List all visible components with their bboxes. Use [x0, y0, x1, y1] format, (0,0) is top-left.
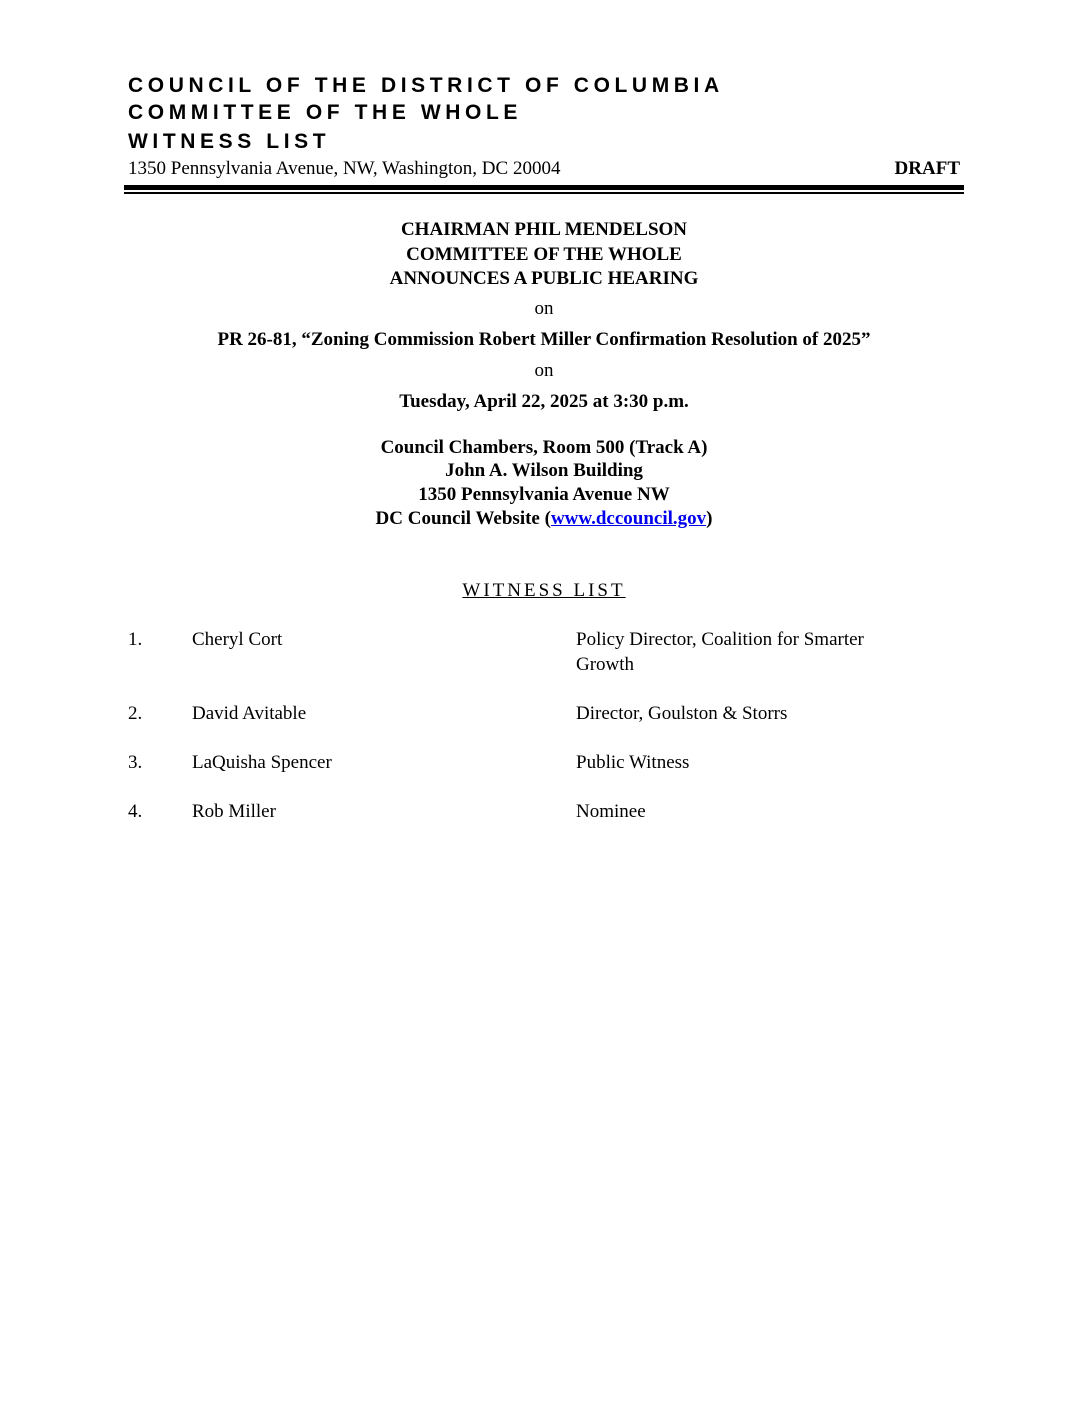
org-title-witness-list: WITNESS LIST: [128, 130, 331, 153]
header-rule-thin: [124, 192, 964, 194]
witness-title: Policy Director, Coalition for Smarter Growth: [576, 629, 864, 675]
announcement-committee: COMMITTEE OF THE WHOLE: [406, 244, 682, 265]
org-title-council: COUNCIL OF THE DISTRICT OF COLUMBIA: [128, 74, 724, 97]
announcement-chairman: CHAIRMAN PHIL MENDELSON: [400, 219, 688, 240]
hearing-datetime: Tuesday, April 22, 2025 at 3:30 p.m.: [399, 391, 689, 412]
measure-title: PR 26-81, “Zoning Commission Robert Miller Confirmation Resolution of 2025”: [217, 329, 871, 350]
witness-name: LaQuisha Spencer: [192, 752, 332, 773]
witness-number: 2.: [128, 703, 143, 724]
website-suffix: ): [706, 508, 713, 529]
witness-number: 4.: [128, 801, 143, 822]
witness-list-heading: [0, 579, 1088, 603]
connector-on-2: on: [534, 360, 554, 381]
witness-title: Nominee: [576, 801, 646, 822]
header-address: 1350 Pennsylvania Avenue, NW, Washington, DC 20004: [128, 158, 561, 179]
website-prefix: DC Council Website (: [375, 508, 551, 529]
location-room: Council Chambers, Room 500 (Track A): [380, 437, 708, 458]
witness-name: Cheryl Cort: [192, 629, 283, 650]
location-street: 1350 Pennsylvania Avenue NW: [418, 484, 670, 505]
witness-list-heading-text: WITNESS LIST: [462, 580, 626, 601]
location-building: John A. Wilson Building: [445, 460, 643, 481]
witness-name: David Avitable: [192, 703, 307, 724]
location-website: [0, 507, 1088, 531]
witness-name: Rob Miller: [192, 801, 276, 822]
draft-status-label: DRAFT: [894, 158, 960, 179]
witness-title: Director, Goulston & Storrs: [576, 703, 788, 724]
witness-title: Public Witness: [576, 752, 690, 773]
connector-on-1: on: [534, 298, 554, 319]
org-title-committee: COMMITTEE OF THE WHOLE: [128, 101, 523, 124]
header-rule-thick: [124, 185, 964, 190]
announcement-hearing: ANNOUNCES A PUBLIC HEARING: [389, 268, 699, 289]
witness-number: 1.: [128, 629, 143, 650]
website-link[interactable]: www.dccouncil.gov: [550, 508, 707, 529]
witness-number: 3.: [128, 752, 143, 773]
